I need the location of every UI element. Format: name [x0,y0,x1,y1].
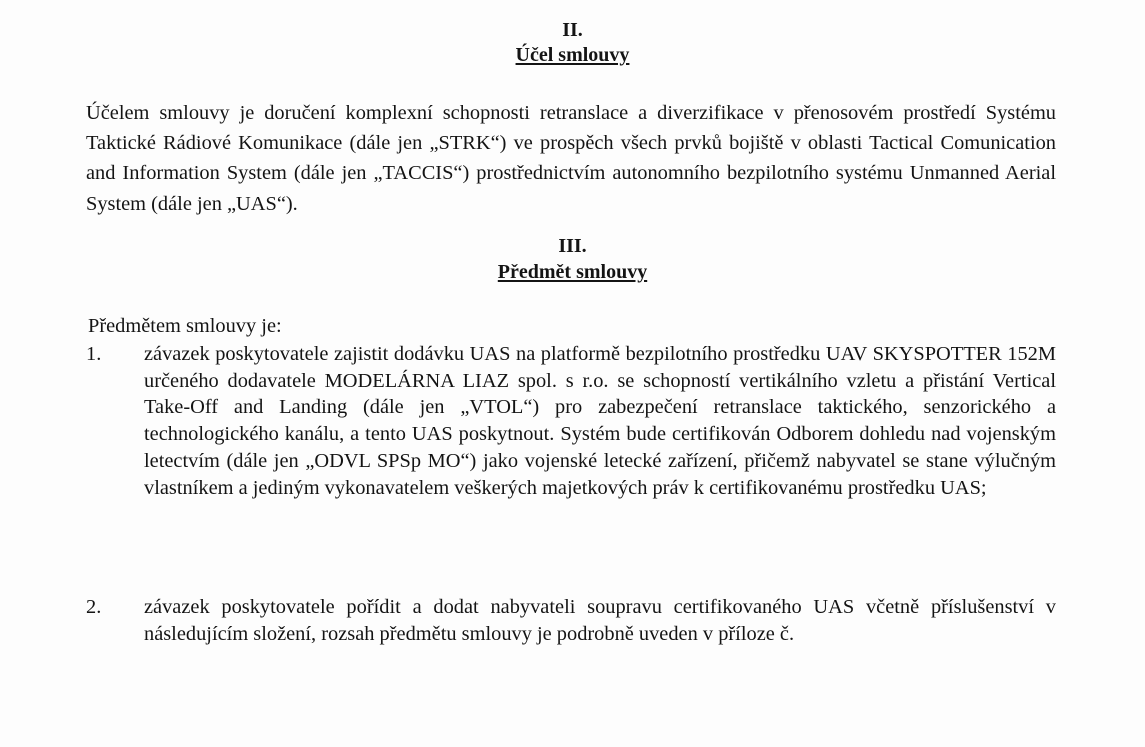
section-3-title-text: Předmět smlouvy [497,261,648,283]
list-item-number: 1. [86,343,102,365]
section-2-title [0,43,1145,67]
section-3-number: III. [558,235,587,257]
section-2-paragraph: Účelem smlouvy je doručení komplexní schopnosti retranslace a diverzifikace v přenosovém prostředí Systému Taktické Rádiové Komunikace (dále jen „STRK“) ve prospěch všech prvků bojiště v oblasti Tactical Comunication and Information System (dále jen „TACCIS“) prostřednictvím autonomního bezpilotního systému Unmanned Aerial System (dále jen „UAS“). [86,102,1056,215]
section-3-intro: Předmětem smlouvy je: [88,315,282,337]
list-item-text: závazek poskytovatele pořídit a dodat nabyvateli soupravu certifikovaného UAS včetně příslušenství v následujícím složení, rozsah předmětu smlouvy je podrobně uveden v příloze č. [144,596,1056,645]
list-item-number: 2. [86,596,102,618]
section-2-number: II. [562,19,583,41]
section-2-title-text: Účel smlouvy [515,44,630,66]
section-3-title [0,260,1145,284]
list-item-text: závazek poskytovatele zajistit dodávku UAS na platformě bezpilotního prostředku UAV SKYSPOTTER 152M určeného dodavatele MODELÁRNA LIAZ spol. s r.o. se schopností vertikálního vzletu a přistání Vertical Take-Off and Landing (dále jen „VTOL“) pro zabezpečení retranslace taktického, senzorického a technologického kanálu, a tento UAS poskytnout. Systém bude certifikován Odborem dohledu nad vojenským letectvím (dále jen „ODVL SPSp MO“) jako vojenské letecké zařízení, přičemž nabyvatel se stane výlučným vlastníkem a jediným vykonavatelem veškerých majetkových práv k certifikovanému prostředku UAS; [144,343,1056,499]
